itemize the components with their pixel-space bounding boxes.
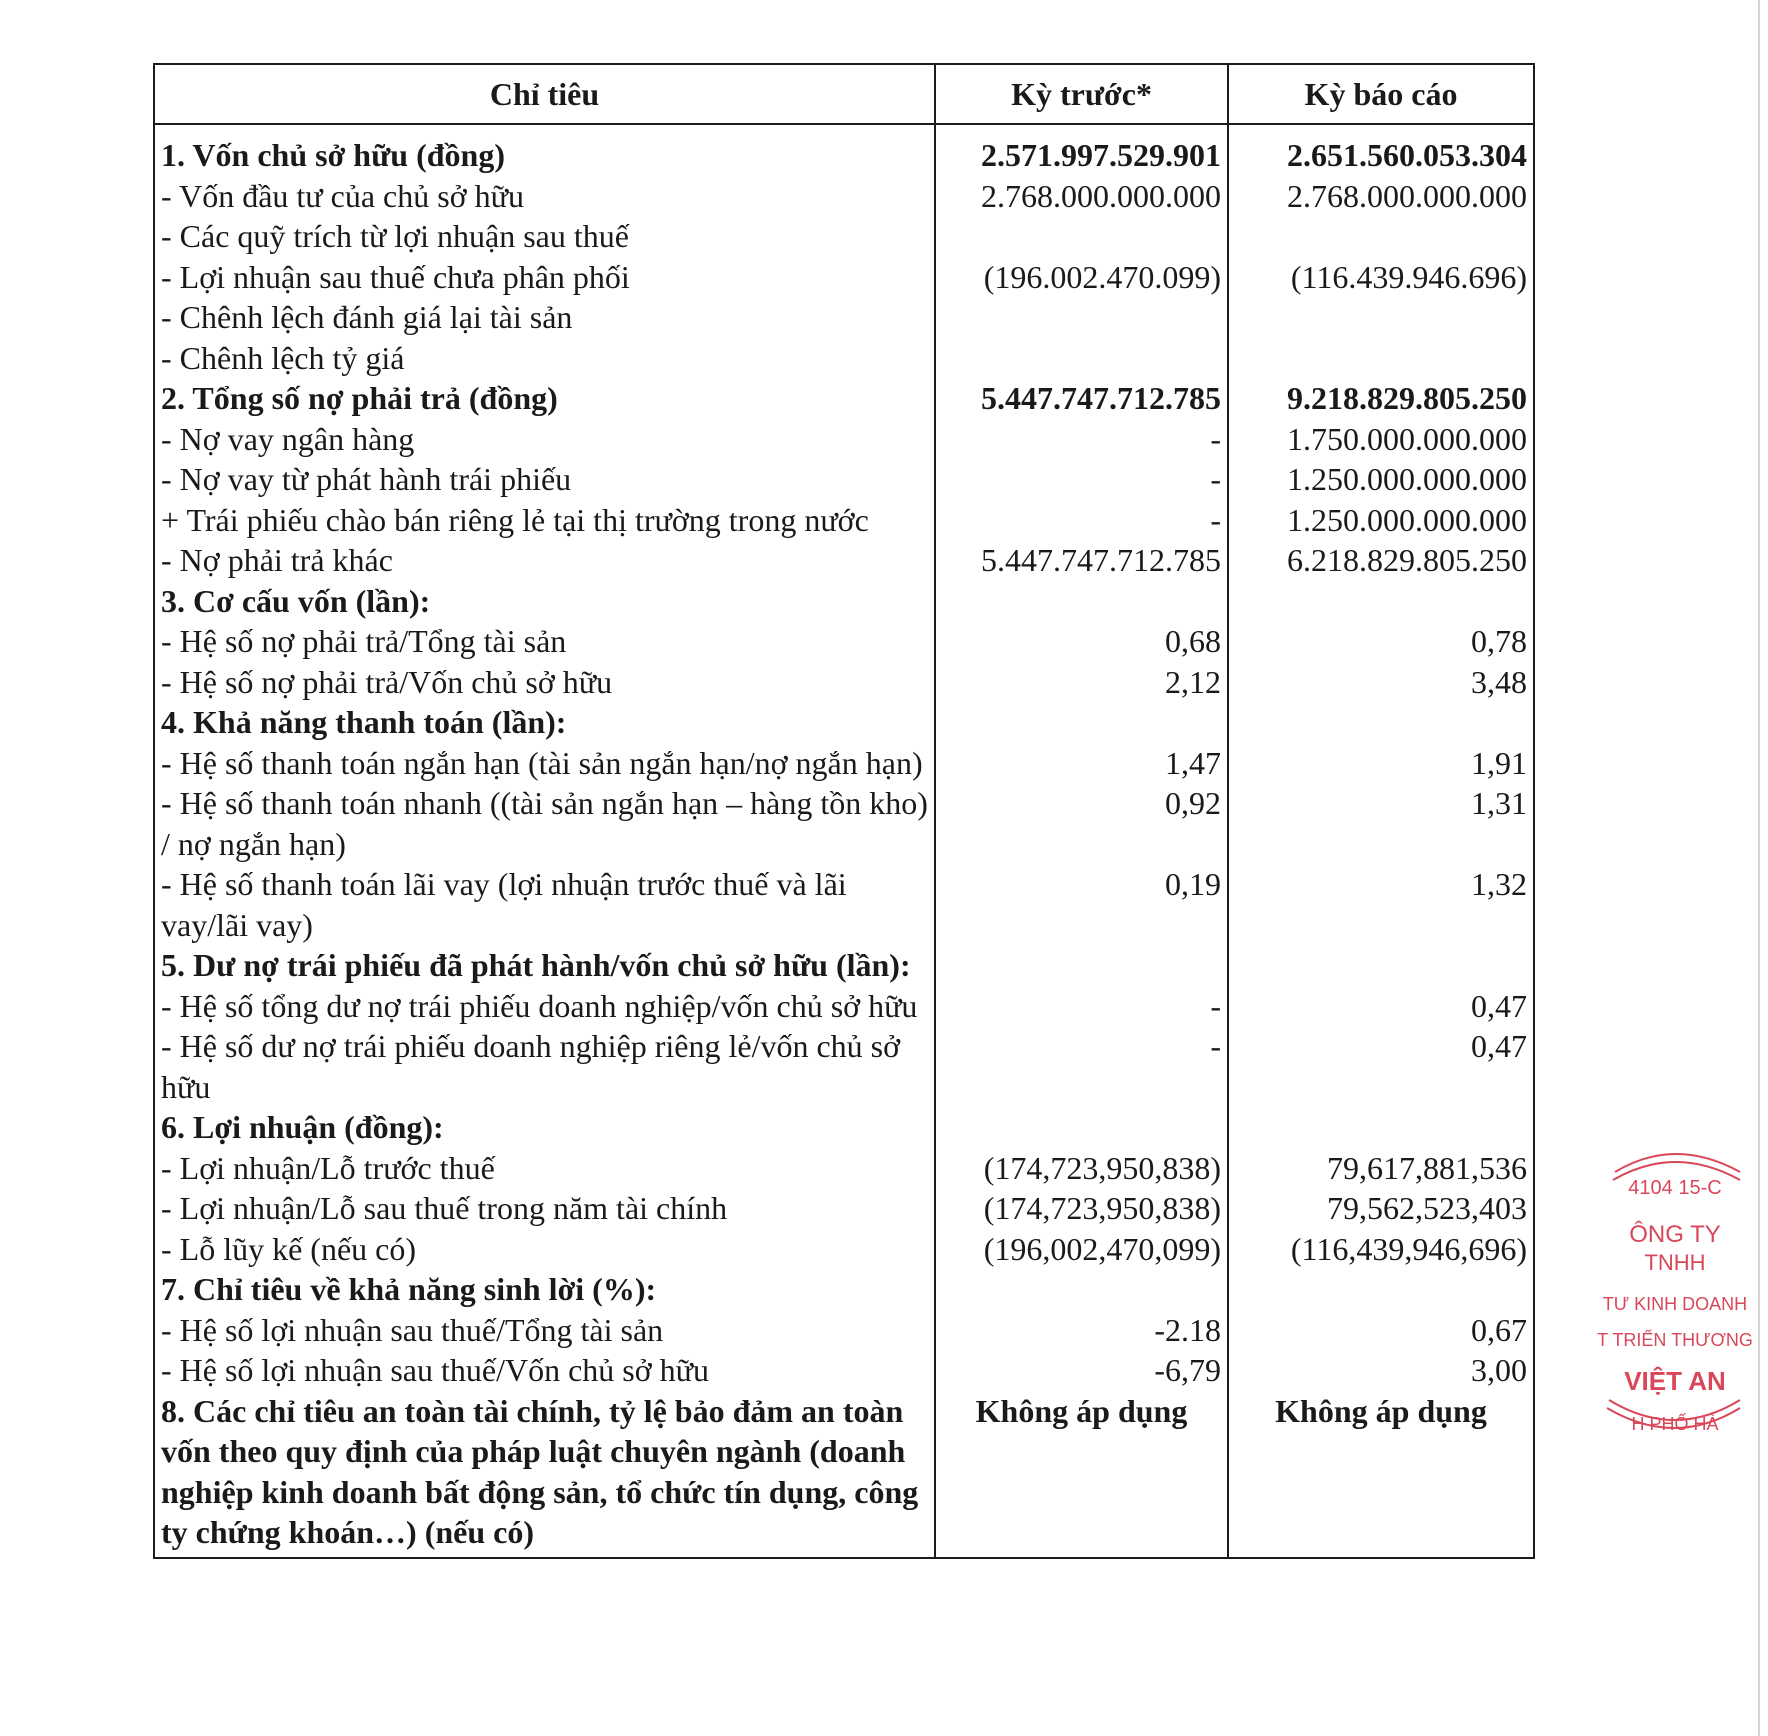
indicator-cell: - Hệ số nợ phải trả/Vốn chủ sở hữu <box>154 662 935 703</box>
financial-indicators-table <box>153 63 1535 1559</box>
prior-value-cell: 5.447.747.712.785 <box>935 540 1228 581</box>
current-value-cell: 1,31 <box>1228 783 1534 864</box>
current-value-cell <box>1228 702 1534 743</box>
current-value-cell: 1,32 <box>1228 864 1534 945</box>
current-value-cell: 1.750.000.000.000 <box>1228 419 1534 460</box>
prior-value-cell: 2,12 <box>935 662 1228 703</box>
prior-value-cell <box>935 702 1228 743</box>
indicator-cell: 8. Các chỉ tiêu an toàn tài chính, tỷ lệ bảo đảm an toàn vốn theo quy định của pháp luật chuyên ngành (doanh nghiệp kinh doanh bất động sản, tổ chức tín dụng, công ty chứng khoán…) (nếu có) <box>154 1391 935 1558</box>
prior-value-cell: (174,723,950,838) <box>935 1148 1228 1189</box>
indicator-cell: 7. Chỉ tiêu về khả năng sinh lời (%): <box>154 1269 935 1310</box>
current-value-cell: 2.768.000.000.000 <box>1228 176 1534 217</box>
header-indicator: Chỉ tiêu <box>154 64 935 124</box>
current-value-cell <box>1228 216 1534 257</box>
table-row <box>154 176 1534 217</box>
table-row <box>154 1107 1534 1148</box>
prior-value-cell <box>935 1107 1228 1148</box>
current-value-cell: 6.218.829.805.250 <box>1228 540 1534 581</box>
indicator-cell: - Hệ số thanh toán lãi vay (lợi nhuận trước thuế và lãi vay/lãi vay) <box>154 864 935 945</box>
current-value-cell: 79,617,881,536 <box>1228 1148 1534 1189</box>
prior-value-cell <box>935 945 1228 986</box>
table-row <box>154 500 1534 541</box>
current-value-cell: Không áp dụng <box>1228 1391 1534 1558</box>
indicator-cell: 4. Khả năng thanh toán (lần): <box>154 702 935 743</box>
prior-value-cell: (174,723,950,838) <box>935 1188 1228 1229</box>
table-row <box>154 945 1534 986</box>
current-value-cell: 3,00 <box>1228 1350 1534 1391</box>
stamp-text-line: 4104 15-C <box>1628 1177 1722 1199</box>
prior-value-cell <box>935 338 1228 379</box>
indicator-cell: - Hệ số lợi nhuận sau thuế/Tổng tài sản <box>154 1310 935 1351</box>
prior-value-cell <box>935 1269 1228 1310</box>
indicator-cell: 1. Vốn chủ sở hữu (đồng) <box>154 124 935 176</box>
table-row <box>154 540 1534 581</box>
indicator-cell: - Hệ số dư nợ trái phiếu doanh nghiệp riêng lẻ/vốn chủ sở hữu <box>154 1026 935 1107</box>
table-row <box>154 702 1534 743</box>
prior-value-cell: - <box>935 500 1228 541</box>
current-value-cell: 0,78 <box>1228 621 1534 662</box>
prior-value-cell: 0,68 <box>935 621 1228 662</box>
table-row <box>154 1391 1534 1558</box>
prior-value-cell <box>935 297 1228 338</box>
indicator-cell: - Vốn đầu tư của chủ sở hữu <box>154 176 935 217</box>
table-row <box>154 378 1534 419</box>
indicator-cell: - Chênh lệch tỷ giá <box>154 338 935 379</box>
table-row <box>154 1148 1534 1189</box>
prior-value-cell: - <box>935 986 1228 1027</box>
indicator-cell: - Nợ phải trả khác <box>154 540 935 581</box>
prior-value-cell: -2.18 <box>935 1310 1228 1351</box>
indicator-cell: - Hệ số tổng dư nợ trái phiếu doanh nghiệp/vốn chủ sở hữu <box>154 986 935 1027</box>
table-row <box>154 338 1534 379</box>
table-row <box>154 1269 1534 1310</box>
table-row <box>154 662 1534 703</box>
current-value-cell: 1.250.000.000.000 <box>1228 459 1534 500</box>
current-value-cell <box>1228 1107 1534 1148</box>
stamp-text-line: T TRIỂN THƯƠNG <box>1597 1330 1753 1350</box>
table-row <box>154 621 1534 662</box>
page-edge-shadow <box>1758 0 1760 1736</box>
prior-value-cell: (196.002.470.099) <box>935 257 1228 298</box>
table-row <box>154 124 1534 176</box>
prior-value-cell: 2.768.000.000.000 <box>935 176 1228 217</box>
indicator-cell: - Lợi nhuận sau thuế chưa phân phối <box>154 257 935 298</box>
current-value-cell: 0,67 <box>1228 1310 1534 1351</box>
header-reporting-period: Kỳ báo cáo <box>1228 64 1534 124</box>
indicator-cell: - Nợ vay từ phát hành trái phiếu <box>154 459 935 500</box>
table-row <box>154 783 1534 864</box>
table-row <box>154 864 1534 945</box>
stamp-text-line: ÔNG TY <box>1629 1221 1721 1248</box>
indicator-cell: 2. Tổng số nợ phải trả (đồng) <box>154 378 935 419</box>
table-row <box>154 1229 1534 1270</box>
table-row <box>154 1188 1534 1229</box>
current-value-cell: (116,439,946,696) <box>1228 1229 1534 1270</box>
indicator-cell: 5. Dư nợ trái phiếu đã phát hành/vốn chủ sở hữu (lần): <box>154 945 935 986</box>
prior-value-cell <box>935 216 1228 257</box>
indicator-cell: + Trái phiếu chào bán riêng lẻ tại thị trường trong nước <box>154 500 935 541</box>
table-row <box>154 216 1534 257</box>
table-row <box>154 1026 1534 1107</box>
indicator-cell: - Lợi nhuận/Lỗ trước thuế <box>154 1148 935 1189</box>
prior-value-cell: 0,92 <box>935 783 1228 864</box>
prior-value-cell: 5.447.747.712.785 <box>935 378 1228 419</box>
indicator-cell: 3. Cơ cấu vốn (lần): <box>154 581 935 622</box>
table-row <box>154 581 1534 622</box>
table-row <box>154 986 1534 1027</box>
current-value-cell: 3,48 <box>1228 662 1534 703</box>
table-row <box>154 419 1534 460</box>
current-value-cell <box>1228 581 1534 622</box>
current-value-cell <box>1228 945 1534 986</box>
indicator-cell: - Hệ số thanh toán ngắn hạn (tài sản ngắn hạn/nợ ngắn hạn) <box>154 743 935 784</box>
indicator-cell: - Lợi nhuận/Lỗ sau thuế trong năm tài chính <box>154 1188 935 1229</box>
current-value-cell: 79,562,523,403 <box>1228 1188 1534 1229</box>
next-line-fragment <box>150 1722 1540 1736</box>
table-row <box>154 743 1534 784</box>
table-body <box>154 124 1534 1558</box>
prior-value-cell <box>935 581 1228 622</box>
current-value-cell: (116.439.946.696) <box>1228 257 1534 298</box>
current-value-cell <box>1228 338 1534 379</box>
indicator-cell: - Lỗ lũy kế (nếu có) <box>154 1229 935 1270</box>
company-seal-stamp <box>1585 1150 1753 1460</box>
indicator-cell: - Chênh lệch đánh giá lại tài sản <box>154 297 935 338</box>
prior-value-cell: - <box>935 459 1228 500</box>
header-prior-period: Kỳ trước* <box>935 64 1228 124</box>
stamp-text-line: TƯ KINH DOANH <box>1602 1294 1748 1314</box>
indicator-cell: - Hệ số lợi nhuận sau thuế/Vốn chủ sở hữu <box>154 1350 935 1391</box>
table-row <box>154 257 1534 298</box>
stamp-text-line: TNHH <box>1644 1250 1706 1275</box>
prior-value-cell: - <box>935 419 1228 460</box>
table-row <box>154 1310 1534 1351</box>
current-value-cell: 0,47 <box>1228 1026 1534 1107</box>
current-value-cell: 1,91 <box>1228 743 1534 784</box>
prior-value-cell: - <box>935 1026 1228 1107</box>
current-value-cell: 0,47 <box>1228 986 1534 1027</box>
prior-value-cell: 2.571.997.529.901 <box>935 124 1228 176</box>
stamp-text-line: H PHỐ HÀ <box>1631 1414 1719 1434</box>
table-header-row <box>154 64 1534 124</box>
indicator-cell: - Hệ số nợ phải trả/Tổng tài sản <box>154 621 935 662</box>
stamp-text-line: VIỆT AN <box>1624 1366 1726 1396</box>
indicator-cell: 6. Lợi nhuận (đồng): <box>154 1107 935 1148</box>
prior-value-cell: (196,002,470,099) <box>935 1229 1228 1270</box>
prior-value-cell: 0,19 <box>935 864 1228 945</box>
current-value-cell <box>1228 1269 1534 1310</box>
current-value-cell: 1.250.000.000.000 <box>1228 500 1534 541</box>
indicator-cell: - Nợ vay ngân hàng <box>154 419 935 460</box>
prior-value-cell: -6,79 <box>935 1350 1228 1391</box>
current-value-cell: 9.218.829.805.250 <box>1228 378 1534 419</box>
prior-value-cell: Không áp dụng <box>935 1391 1228 1558</box>
indicator-cell: - Hệ số thanh toán nhanh ((tài sản ngắn hạn – hàng tồn kho) / nợ ngắn hạn) <box>154 783 935 864</box>
table-row <box>154 1350 1534 1391</box>
current-value-cell: 2.651.560.053.304 <box>1228 124 1534 176</box>
indicator-cell: - Các quỹ trích từ lợi nhuận sau thuế <box>154 216 935 257</box>
table-row <box>154 459 1534 500</box>
table-row <box>154 297 1534 338</box>
current-value-cell <box>1228 297 1534 338</box>
prior-value-cell: 1,47 <box>935 743 1228 784</box>
